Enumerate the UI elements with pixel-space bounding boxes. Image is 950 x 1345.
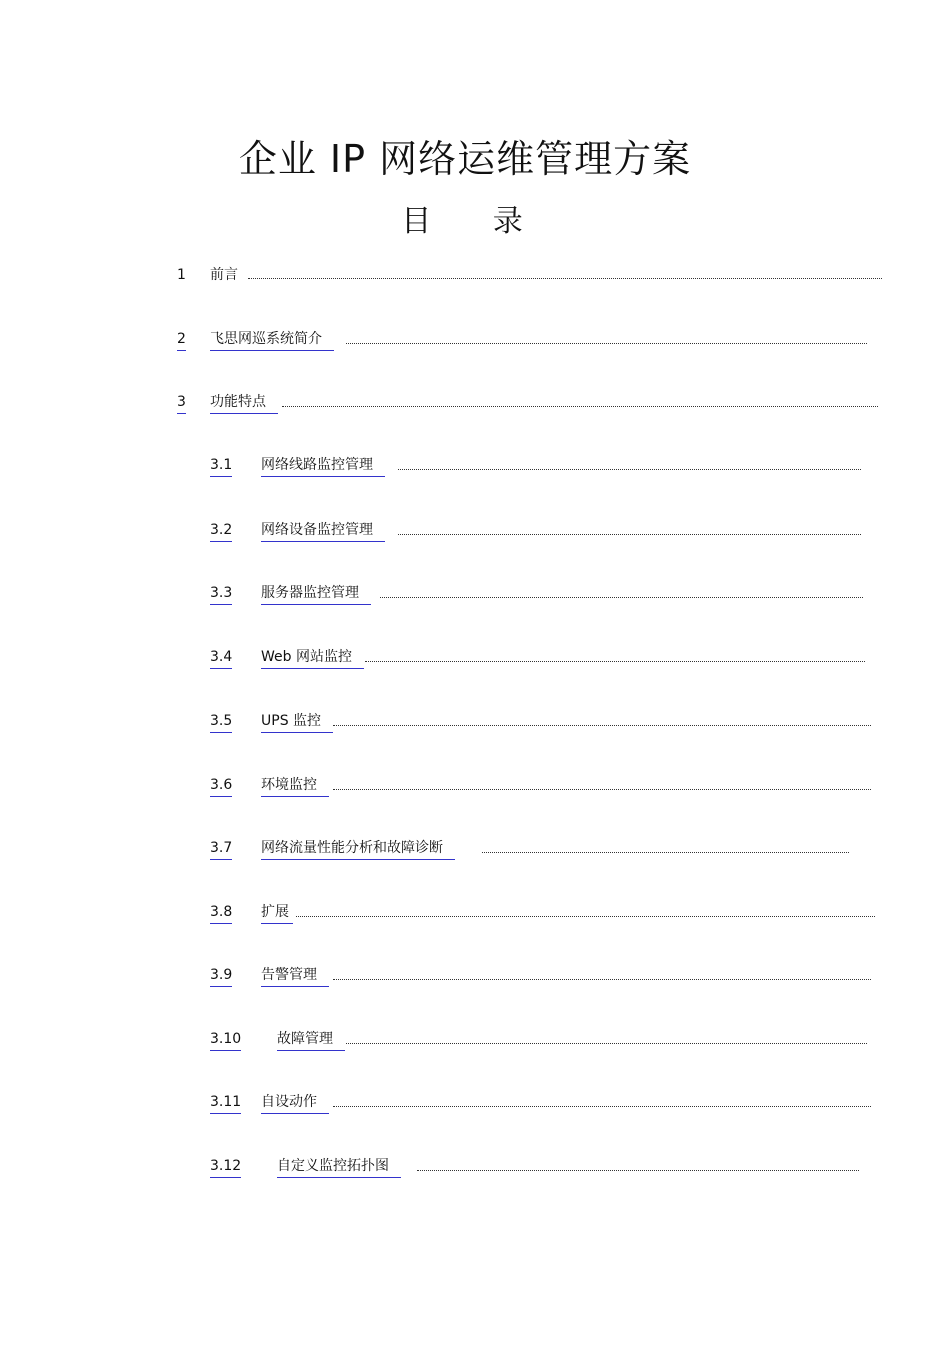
toc-number: 3.11 [210, 1092, 241, 1114]
toc-leader-dots [365, 661, 865, 662]
toc-leader-dots [333, 789, 871, 790]
toc-entry-3-11[interactable] [210, 1092, 871, 1114]
toc-leader-dots [346, 343, 867, 344]
toc-entry-3-4[interactable] [210, 647, 865, 669]
toc-entry-3-2[interactable] [210, 520, 861, 542]
toc-leader-dots [333, 1106, 871, 1107]
toc-number: 1 [177, 267, 186, 283]
toc-heading: 目 录 [401, 204, 549, 239]
toc-label: 扩展 [261, 902, 293, 924]
toc-entry-3-5[interactable] [210, 711, 871, 733]
toc-entry-3-10[interactable] [210, 1029, 867, 1051]
toc-leader-dots [248, 278, 882, 279]
toc-leader-dots [282, 406, 878, 407]
toc-number: 3.2 [210, 520, 232, 542]
toc-label: 自定义监控拓扑图 [277, 1156, 401, 1178]
toc-number: 3.3 [210, 583, 232, 605]
toc-label: 网络流量性能分析和故障诊断 [261, 838, 455, 860]
toc-number: 3.4 [210, 647, 232, 669]
document-title: 企业 IP 网络运维管理方案 [238, 137, 692, 181]
toc-leader-dots [333, 979, 871, 980]
toc-label: 环境监控 [261, 775, 329, 797]
toc-number: 3.10 [210, 1029, 241, 1051]
toc-entry-3-12[interactable] [210, 1156, 859, 1178]
toc-label: UPS 监控 [261, 711, 333, 733]
toc-leader-dots [380, 597, 863, 598]
toc-number: 3 [177, 392, 186, 414]
toc-leader-dots [346, 1043, 867, 1044]
toc-entry-1[interactable] [177, 264, 882, 286]
toc-label: 前言 [210, 267, 238, 283]
toc-number: 3.1 [210, 455, 232, 477]
toc-entry-2[interactable] [177, 329, 867, 351]
toc-label: 功能特点 [210, 392, 278, 414]
toc-label: 飞思网巡系统简介 [210, 329, 334, 351]
toc-entry-3[interactable] [177, 392, 878, 414]
toc-number: 3.6 [210, 775, 232, 797]
toc-label: 告警管理 [261, 965, 329, 987]
toc-number: 3.7 [210, 838, 232, 860]
toc-entry-3-6[interactable] [210, 775, 871, 797]
toc-leader-dots [417, 1170, 859, 1171]
toc-entry-3-1[interactable] [210, 455, 861, 477]
toc-label: 故障管理 [277, 1029, 345, 1051]
toc-number: 3.8 [210, 902, 232, 924]
toc-leader-dots [482, 852, 849, 853]
toc-entry-3-9[interactable] [210, 965, 871, 987]
toc-label: 服务器监控管理 [261, 583, 371, 605]
toc-leader-dots [333, 725, 871, 726]
toc-entry-3-7[interactable] [210, 838, 849, 860]
toc-entry-3-3[interactable] [210, 583, 863, 605]
toc-number: 2 [177, 329, 186, 351]
toc-label: 网络设备监控管理 [261, 520, 385, 542]
toc-number: 3.9 [210, 965, 232, 987]
toc-number: 3.5 [210, 711, 232, 733]
toc-label: Web 网站监控 [261, 647, 364, 669]
toc-leader-dots [398, 534, 861, 535]
toc-label: 自设动作 [261, 1092, 329, 1114]
toc-number: 3.12 [210, 1156, 241, 1178]
toc-entry-3-8[interactable] [210, 902, 875, 924]
toc-leader-dots [296, 916, 875, 917]
toc-label: 网络线路监控管理 [261, 455, 385, 477]
toc-leader-dots [398, 469, 861, 470]
